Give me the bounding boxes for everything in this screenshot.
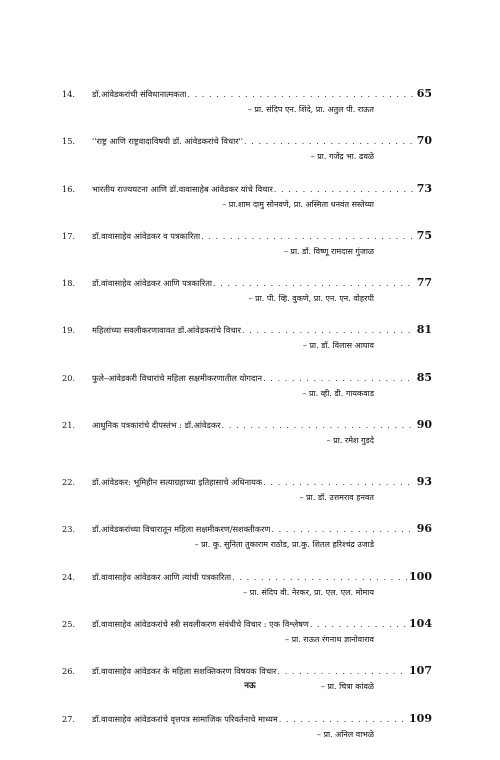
entry-number: 24. <box>62 571 76 582</box>
table-of-contents <box>62 88 432 760</box>
entry-number: 14. <box>62 89 76 99</box>
entry-page-number: 81 <box>416 323 432 337</box>
entry-number: 27. <box>62 713 76 724</box>
entry-title: डॉ.वावासाहेव आंवेडकर के महिला सशक्तिकरण विषयक विचार <box>92 666 277 677</box>
entry-number: 23. <box>62 524 76 535</box>
entry-page-number: 90 <box>416 418 432 432</box>
entry-title: फुले–आंवेडकरी विचारांचे महिला सक्षमीकरणातील योगदान <box>92 372 263 383</box>
entry-page-number: 73 <box>416 181 432 195</box>
entry-title: भारतीय राज्यघटना आणि डॉ.वावासाहेब आंवेडकर यांचे विचार <box>92 183 273 194</box>
entry-authors: – प्रा. चित्रा कांवळे <box>320 682 374 692</box>
entry-number: 25. <box>62 618 76 629</box>
entry-authors: – प्रा. रमेश गुडदे <box>326 436 374 446</box>
leader-dots <box>274 184 415 195</box>
leader-dots <box>263 477 414 488</box>
toc-entry <box>62 183 432 230</box>
entry-title: डॉ.वांवासाहेव आंवेडकर आणि पत्रकारिता <box>92 278 212 289</box>
toc-entry <box>62 618 432 665</box>
entry-title: डॉ.वावासाहेव आंवेडकरांचे वृत्तपत्र सामाजिक परिवर्तनाचे माध्यम <box>92 713 278 724</box>
entry-title: डॉ.वावासाहेव आंवेडकर आणि त्यांची पत्रकारिता <box>92 571 232 582</box>
leader-dots <box>201 231 415 242</box>
entry-page-number: 85 <box>416 370 432 384</box>
entry-page-number: 107 <box>409 664 432 678</box>
entry-page-number: 100 <box>409 569 432 583</box>
entry-authors: – प्रा. पी. व्हि. वुकणे, प्रा. एन. एन. वोहरपी <box>248 294 374 304</box>
entry-title: डॉ.आंवेडकर: भूमिहीन सत्याग्रहाच्या इतिहासाचे अधिनायक <box>92 477 263 488</box>
entry-title: ''राष्ट्र आणि राष्ट्रवादाविषयी डॉ. आंवेडकरांचे विचार'' <box>92 136 244 147</box>
leader-dots <box>310 619 407 630</box>
entry-title: डॉ.वावासाहेव आंवेडकरांचे स्त्री सवलीकरण संवंधीचे विचार : एक विश्लेषण <box>92 618 309 629</box>
leader-dots <box>263 373 415 384</box>
entry-page-number: 75 <box>416 228 432 242</box>
entry-number: 19. <box>62 325 76 336</box>
entry-authors: – प्रा. अनिल वाभळे <box>316 729 374 739</box>
entry-page-number: 65 <box>416 87 432 100</box>
entry-number: 16. <box>62 183 76 194</box>
entry-authors: – प्रा. गजेंद्र भा. ढवळे <box>310 152 374 162</box>
entry-number: 15. <box>62 136 76 147</box>
entry-authors: – प्रा. संदिप एन. शिंदे, प्रा. अतुल पी. राऊत <box>247 105 374 114</box>
entry-number: 26. <box>62 666 76 677</box>
toc-entry <box>62 713 432 760</box>
entry-authors: – प्रा.शाम दामु सोनवणे, प्रा. अस्मिता धनवंत सस्तेय्या <box>222 199 374 209</box>
entry-title: डॉ.आंवेडकरांची संविधानात्मकता <box>92 89 187 99</box>
entry-authors: – प्रा. संदिप वी. नेरकर, प्रा. एल. एल. मोमाय <box>243 587 374 597</box>
leader-dots <box>278 666 408 677</box>
entry-page-number: 96 <box>416 522 432 536</box>
page-footer-number: नऊ <box>244 681 256 691</box>
entry-number: 21. <box>62 420 76 431</box>
leader-dots <box>213 278 415 289</box>
entry-title: महिलांच्या सवलीकरणावावत डॉ.आंवेडकरांचे विचार <box>92 325 241 336</box>
leader-dots <box>187 89 414 100</box>
entry-page-number: 70 <box>416 134 432 148</box>
toc-entry <box>62 277 432 324</box>
entry-page-number: 77 <box>416 276 432 290</box>
toc-entry <box>62 88 432 135</box>
toc-entry <box>62 476 432 523</box>
entry-number: 20. <box>62 372 76 383</box>
toc-entry <box>62 571 432 618</box>
entry-number: 18. <box>62 278 76 289</box>
entry-number: 17. <box>62 230 76 241</box>
entry-page-number: 93 <box>416 475 432 489</box>
entry-authors: – प्रा. व्ही. डी. गायकवाड <box>302 388 374 398</box>
leader-dots <box>222 420 415 431</box>
toc-entry <box>62 135 432 182</box>
entry-authors: – प्रा. राऊत रंगनाथ ज्ञानोवाराव <box>285 634 374 644</box>
leader-dots <box>244 136 415 147</box>
leader-dots <box>279 714 407 725</box>
entry-authors: – प्रा. डॉ. उत्तमराव हनवत <box>299 493 374 503</box>
entry-title: डॉ.वावासाहेव आंवेडकर व पत्रकारिता <box>92 230 201 241</box>
toc-entry <box>62 419 432 476</box>
leader-dots <box>271 524 414 535</box>
entry-authors: – प्रा. कु. सुनिता तुकाराम राठोड, प्रा.कु. शितल हरिश्चंद्र उजाडे <box>194 540 374 550</box>
entry-title: डॉ.आंवेडकरांच्या विचारातून महिला सक्षमीकरण/सशक्तीकरण <box>92 524 271 535</box>
toc-entry <box>62 324 432 371</box>
entry-authors: – प्रा. डॉ. विलास आघाव <box>302 341 374 351</box>
entry-page-number: 104 <box>409 616 432 630</box>
entry-title: आधुनिक पत्रकारांचे दीपस्तंभ : डॉ.आंवेडकर <box>92 420 221 431</box>
toc-entry <box>62 372 432 419</box>
entry-number: 22. <box>62 477 76 488</box>
leader-dots <box>242 325 415 336</box>
entry-authors: – प्रा. डॉ. विष्णू रामदास गुंजाळ <box>283 246 374 256</box>
toc-entry <box>62 230 432 277</box>
entry-page-number: 109 <box>409 711 432 725</box>
leader-dots <box>232 572 407 583</box>
toc-entry <box>62 523 432 570</box>
